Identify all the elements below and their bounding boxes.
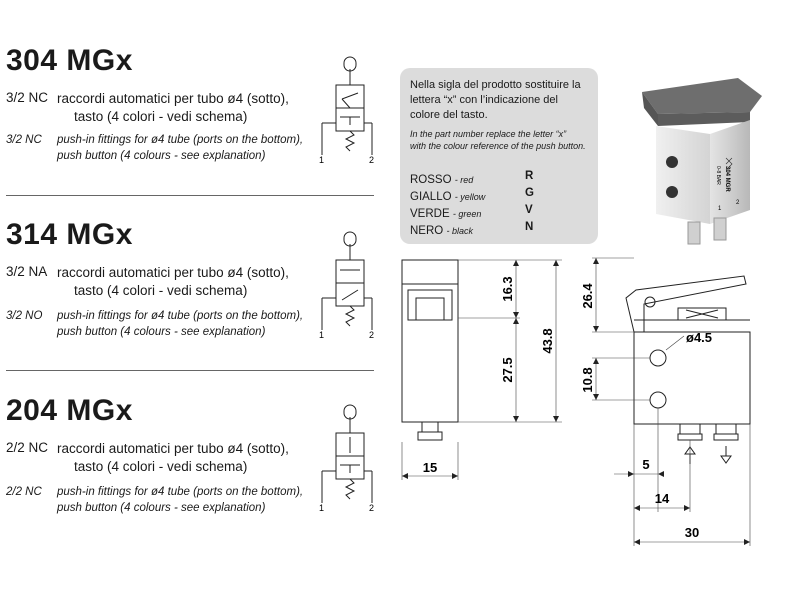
port-2-label: 2 — [369, 155, 375, 165]
color-letter: R — [525, 170, 534, 182]
model-title-304: 304 MGx — [6, 44, 133, 77]
info-it-line2: lettera “x” con l’indicazione del — [410, 94, 558, 106]
color-name-it: ROSSO — [410, 174, 452, 186]
desc-en-204 — [57, 484, 303, 516]
color-name-en: black — [451, 226, 473, 236]
desc-en-line2: push button (4 colours - see explanation) — [57, 150, 266, 162]
color-row: ROSSO - red R — [410, 170, 534, 186]
port-1-label: 1 — [319, 503, 325, 513]
desc-en-314 — [57, 308, 303, 340]
divider — [6, 370, 374, 371]
dim-hole-diameter: ø4.5 — [686, 330, 713, 345]
front-view-body — [634, 332, 750, 424]
dim-10-8: 10.8 — [580, 367, 595, 393]
desc-en-line1: push-in fittings for ø4 tube (ports on the bottom), — [57, 134, 304, 146]
front-view-lever — [626, 276, 746, 332]
desc-en-line2: push button (4 colours - see explanation) — [57, 502, 266, 514]
photo-label-pressure: 0-8 BAR — [715, 166, 721, 185]
port-2-label: 2 — [369, 503, 375, 513]
color-table — [410, 170, 590, 238]
model-title-314: 314 MGx — [6, 218, 133, 251]
color-row: GIALLO - yellow G — [410, 187, 534, 203]
color-letter: V — [525, 204, 533, 216]
port-1-label: 1 — [319, 330, 325, 340]
dim-30: 30 — [684, 525, 700, 540]
port-2-label: 2 — [369, 330, 375, 340]
valve-symbol-204 — [312, 403, 382, 518]
divider — [6, 195, 374, 196]
photo-port-2: 2 — [736, 200, 740, 206]
photo-port-1: 1 — [718, 206, 722, 212]
code-en-314: 3/2 NO — [6, 310, 43, 322]
code-it-304: 3/2 NC — [6, 90, 49, 105]
code-it-314: 3/2 NA — [6, 264, 48, 279]
desc-it-204 — [57, 440, 289, 476]
color-name-it: GIALLO — [410, 191, 452, 203]
desc-en-line1: push-in fittings for ø4 tube (ports on the bottom), — [57, 486, 304, 498]
desc-it-line1: raccordi automatici per tubo ø4 (sotto), — [57, 441, 289, 456]
code-en-304: 3/2 NC — [6, 134, 42, 146]
desc-it-line1: raccordi automatici per tubo ø4 (sotto), — [57, 265, 289, 280]
valve-body-front — [656, 126, 710, 224]
code-en-204: 2/2 NC — [6, 486, 42, 498]
desc-en-304 — [57, 132, 303, 164]
info-en-line2: with the colour reference of the push button. — [410, 141, 586, 151]
info-italian — [410, 78, 581, 123]
front-view-drawing — [574, 250, 774, 550]
info-it-line3: colore del tasto. — [410, 109, 488, 121]
color-name-en: yellow — [460, 192, 486, 202]
color-letter: G — [525, 187, 534, 199]
code-it-204: 2/2 NC — [6, 440, 49, 455]
color-row: NERO - black N — [410, 221, 534, 237]
dim-14: 14 — [654, 491, 670, 506]
desc-it-304 — [57, 90, 289, 126]
info-en-line1: In the part number replace the letter “x” — [410, 129, 567, 139]
valve-symbol-304 — [312, 55, 382, 170]
color-name-it: VERDE — [410, 208, 450, 220]
product-photo — [628, 74, 788, 254]
desc-it-line2: tasto (4 colori - vedi schema) — [74, 109, 248, 124]
color-name-it: NERO — [410, 225, 444, 237]
model-title-204: 204 MGx — [6, 394, 133, 427]
color-info-box — [400, 68, 598, 244]
dim-43-8: 43.8 — [540, 328, 555, 354]
valve-symbol-314 — [312, 230, 382, 345]
desc-it-line2: tasto (4 colori - vedi schema) — [74, 459, 248, 474]
dim-15: 15 — [422, 460, 438, 475]
dim-5: 5 — [642, 457, 650, 472]
color-row: VERDE - green V — [410, 204, 533, 220]
dim-26-4: 26.4 — [580, 283, 595, 309]
dim-27-5: 27.5 — [500, 357, 515, 383]
info-english — [410, 128, 586, 152]
desc-it-314 — [57, 264, 289, 300]
photo-label-model: 304 MGR — [724, 166, 730, 192]
color-name-en: red — [460, 175, 474, 185]
desc-it-line1: raccordi automatici per tubo ø4 (sotto), — [57, 91, 289, 106]
port-1-label: 1 — [319, 155, 325, 165]
push-button-lever — [642, 78, 762, 114]
desc-en-line2: push button (4 colours - see explanation) — [57, 326, 266, 338]
desc-it-line2: tasto (4 colori - vedi schema) — [74, 283, 248, 298]
color-letter: N — [525, 221, 534, 233]
info-it-line1: Nella sigla del prodotto sostituire la — [410, 79, 581, 91]
side-view-drawing — [390, 250, 570, 490]
desc-en-line1: push-in fittings for ø4 tube (ports on the bottom), — [57, 310, 304, 322]
color-name-en: green — [458, 209, 482, 219]
dim-16-3: 16.3 — [500, 276, 515, 302]
